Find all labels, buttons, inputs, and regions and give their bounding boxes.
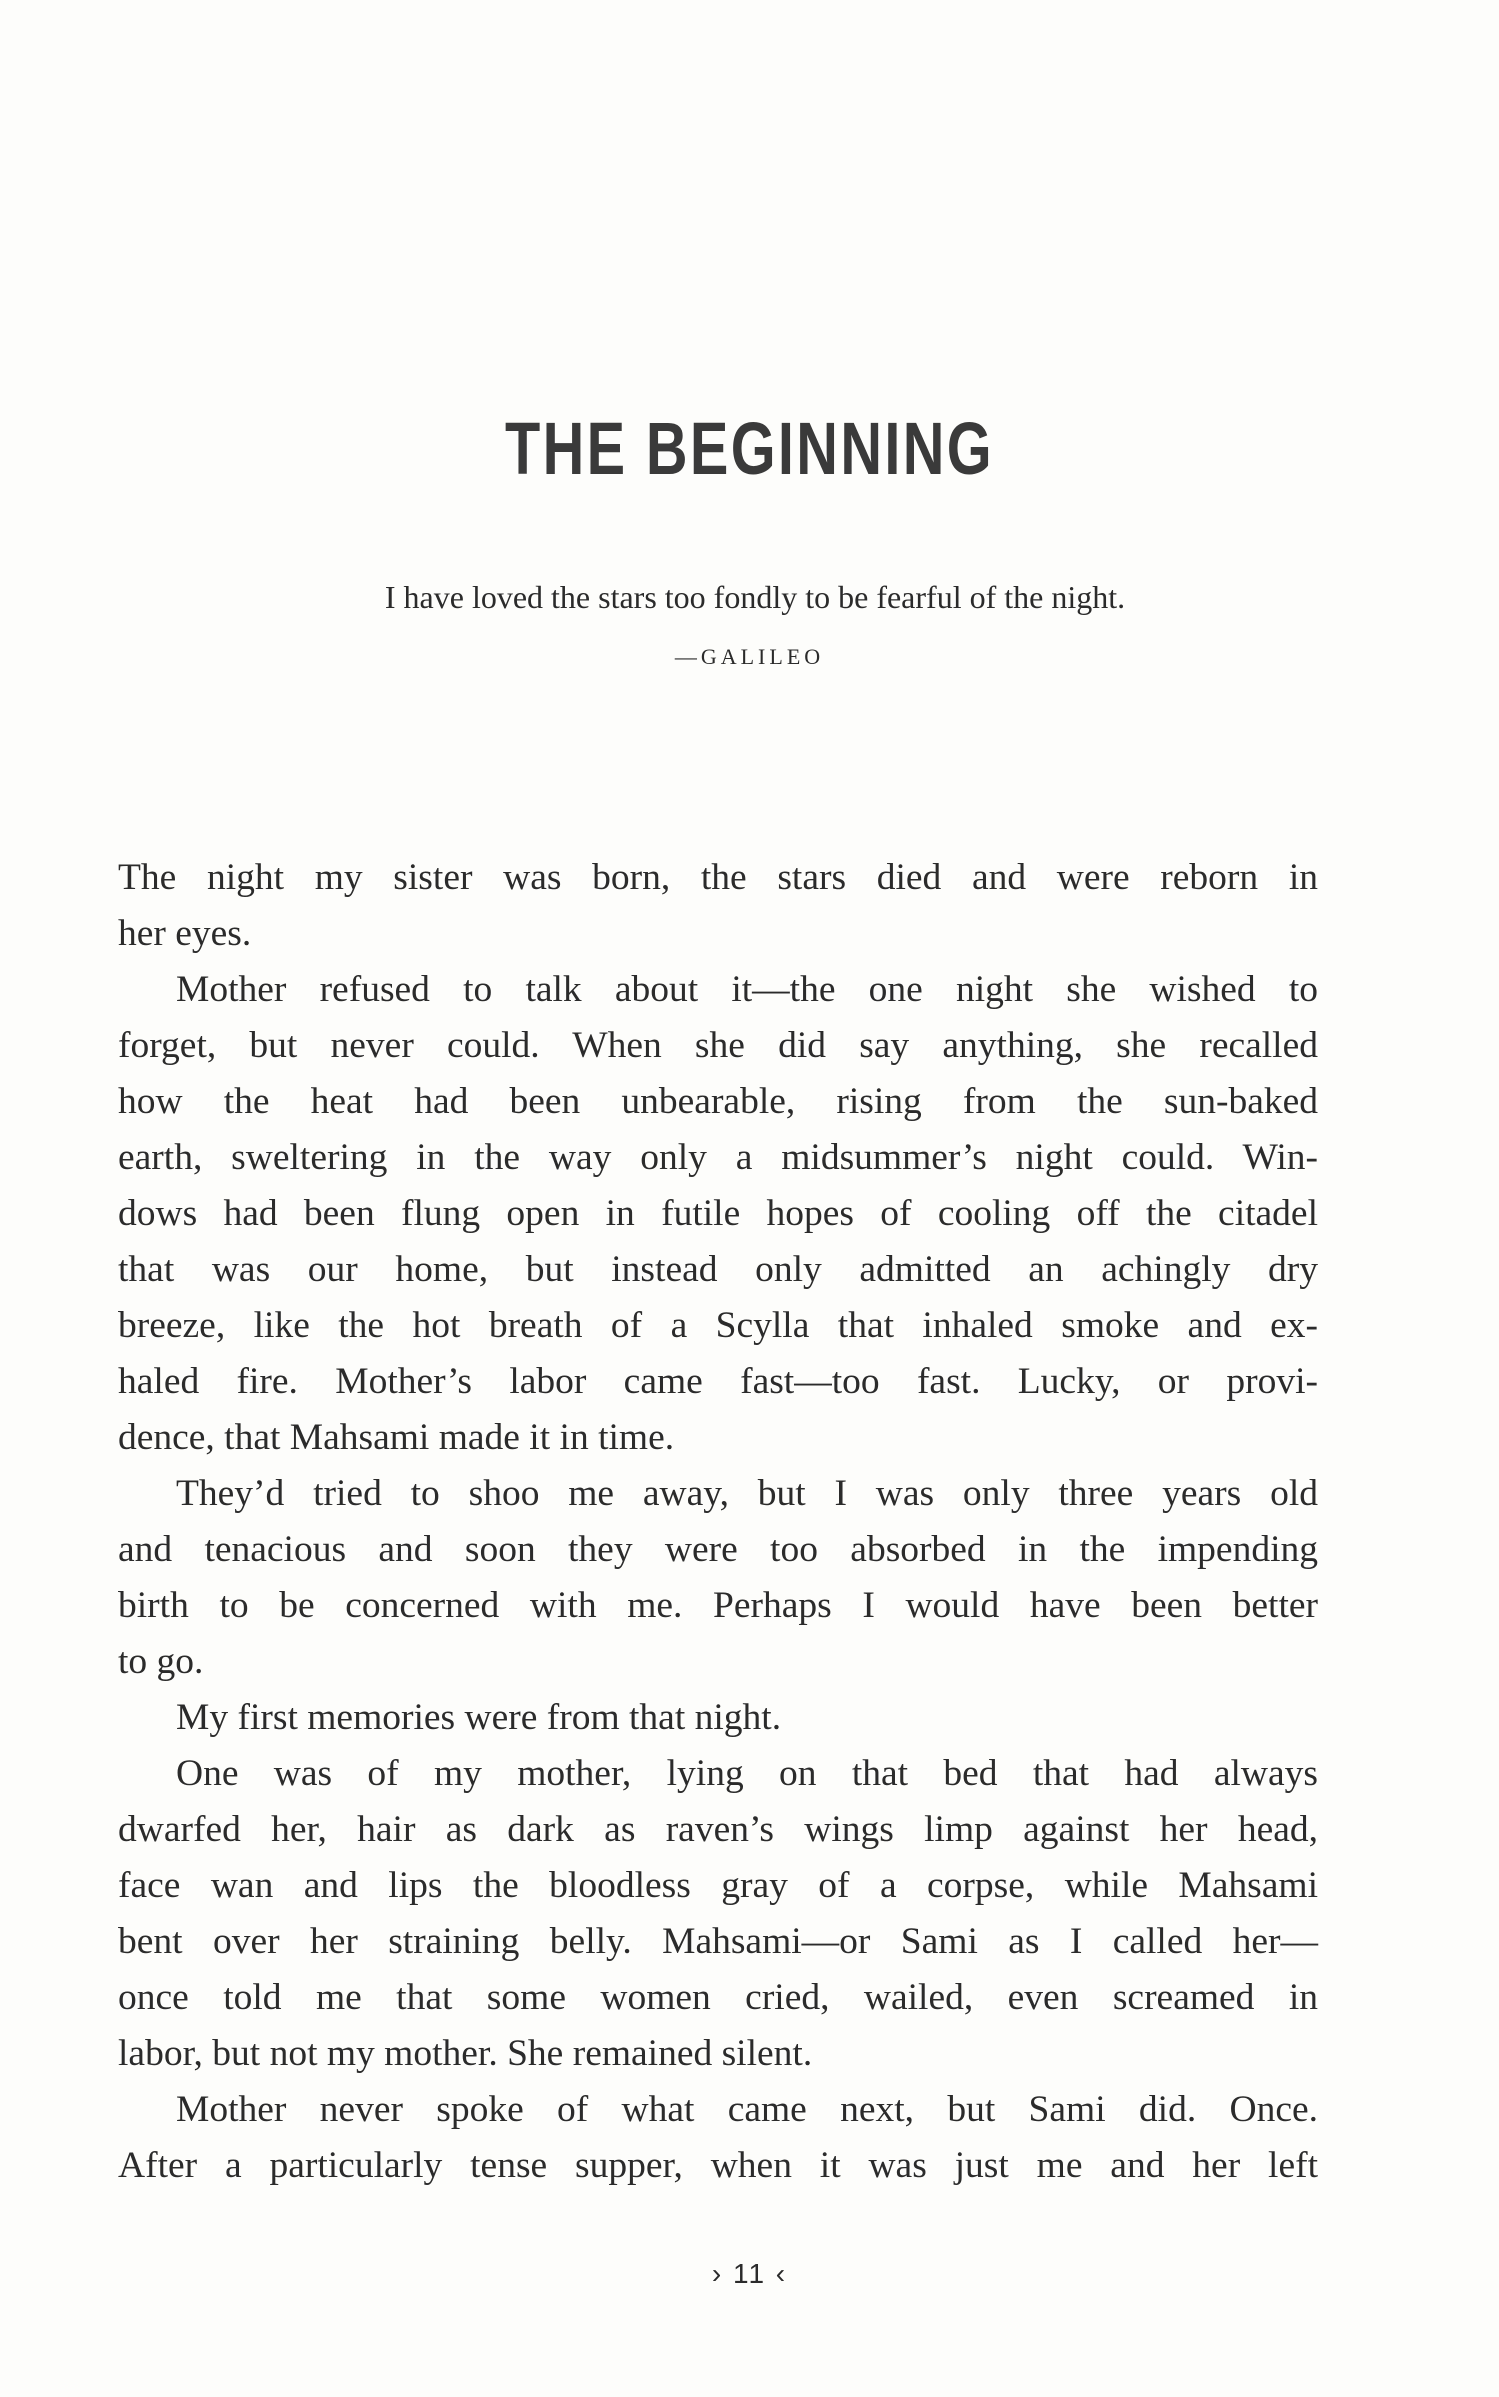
text-line: that was our home, but instead only admitted an achingly dry bbox=[118, 1249, 1318, 1290]
text-line: to go. bbox=[118, 1641, 204, 1682]
text-line: labor, but not my mother. She remained silent. bbox=[118, 2033, 813, 2074]
text-line: and tenacious and soon they were too absorbed in the impending bbox=[118, 1529, 1318, 1570]
epigraph-quote: I have loved the stars too fondly to be fearful of the night. bbox=[384, 579, 1126, 615]
text-line: how the heat had been unbearable, rising from the sun-baked bbox=[118, 1081, 1318, 1122]
text-line: earth, sweltering in the way only a midsummer’s night could. Win- bbox=[118, 1137, 1318, 1178]
text-line: dwarfed her, hair as dark as raven’s wings limp against her head, bbox=[118, 1809, 1318, 1850]
text-line: dows had been flung open in futile hopes of cooling off the citadel bbox=[118, 1193, 1318, 1234]
text-line: Mother never spoke of what came next, but Sami did. Once. bbox=[176, 2089, 1318, 2130]
body-text bbox=[118, 850, 1318, 2194]
text-line: her eyes. bbox=[118, 913, 252, 954]
text-line: forget, but never could. When she did say anything, she recalled bbox=[118, 1025, 1318, 1066]
text-line: Mother refused to talk about it—the one night she wished to bbox=[176, 969, 1318, 1010]
chapter-title: THE BEGINNING bbox=[504, 406, 994, 490]
page-number: › 11 ‹ bbox=[711, 2258, 788, 2289]
text-line: breeze, like the hot breath of a Scylla that inhaled smoke and ex- bbox=[118, 1305, 1318, 1346]
text-line: face wan and lips the bloodless gray of a corpse, while Mahsami bbox=[118, 1865, 1318, 1906]
text-line: My first memories were from that night. bbox=[176, 1697, 782, 1738]
text-line: once told me that some women cried, wailed, even screamed in bbox=[118, 1977, 1318, 2018]
text-line: After a particularly tense supper, when it was just me and her left bbox=[118, 2145, 1318, 2186]
text-line: dence, that Mahsami made it in time. bbox=[118, 1417, 675, 1458]
text-line: bent over her straining belly. Mahsami—or Sami as I called her— bbox=[118, 1921, 1318, 1962]
text-line: The night my sister was born, the stars died and were reborn in bbox=[118, 857, 1318, 898]
text-line: One was of my mother, lying on that bed that had always bbox=[176, 1753, 1318, 1794]
text-line: haled fire. Mother’s labor came fast—too fast. Lucky, or provi- bbox=[118, 1361, 1318, 1402]
text-line: birth to be concerned with me. Perhaps I would have been better bbox=[118, 1585, 1318, 1626]
text-line: They’d tried to shoo me away, but I was only three years old bbox=[176, 1473, 1318, 1514]
epigraph-attribution: —GALILEO bbox=[674, 644, 825, 669]
